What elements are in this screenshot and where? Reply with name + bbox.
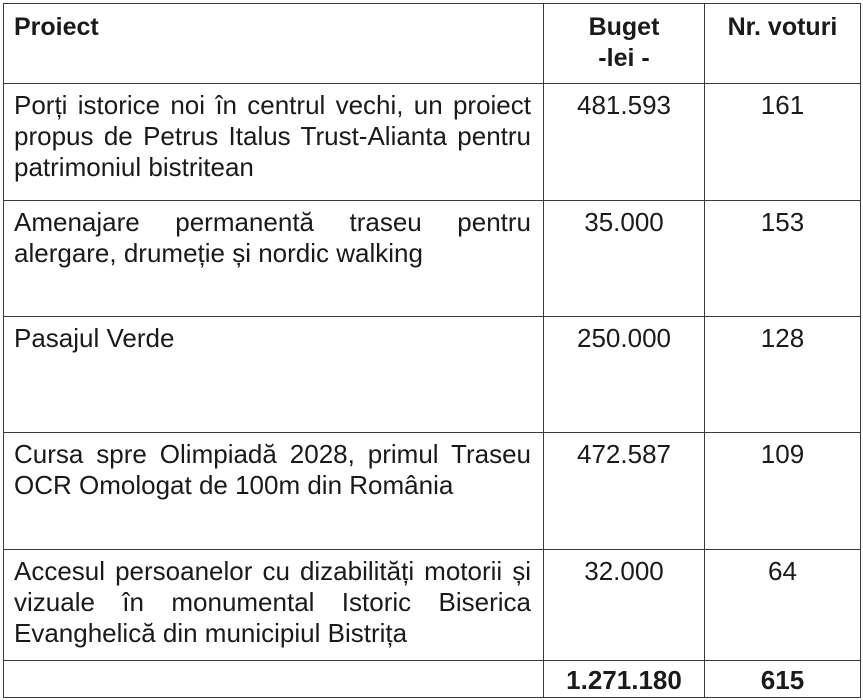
total-label-cell (4, 661, 544, 698)
table-row (4, 433, 861, 550)
total-budget: 1.271.180 (544, 661, 705, 698)
project-budget: 472.587 (544, 433, 705, 550)
table-row (4, 201, 861, 317)
project-votes: 64 (705, 550, 861, 661)
project-budget: 32.000 (544, 550, 705, 661)
header-project: Proiect (4, 4, 544, 84)
table-header-row (4, 4, 861, 84)
table-row (4, 317, 861, 433)
header-budget-line2: -lei - (598, 44, 650, 72)
total-row (4, 661, 861, 698)
header-budget (544, 4, 705, 84)
project-name: Pasajul Verde (4, 317, 544, 433)
project-budget: 250.000 (544, 317, 705, 433)
project-name: Cursa spre Olimpiadă 2028, primul Traseu OCR Omologat de 100m din România (4, 433, 544, 550)
table-row (4, 84, 861, 201)
project-votes: 153 (705, 201, 861, 317)
project-name: Porți istorice noi în centrul vechi, un proiect propus de Petrus Italus Trust-Alianta pentru patrimoniul bistritean (4, 84, 544, 201)
project-votes: 161 (705, 84, 861, 201)
project-name: Accesul persoanelor cu dizabilități motorii și vizuale în monumental Istoric Biserica Evanghelică din municipiul Bistrița (4, 550, 544, 661)
table-row (4, 550, 861, 661)
total-votes: 615 (705, 661, 861, 698)
header-votes: Nr. voturi (705, 4, 861, 84)
project-name: Amenajare permanentă traseu pentru alergare, drumeție și nordic walking (4, 201, 544, 317)
project-votes: 109 (705, 433, 861, 550)
project-budget: 35.000 (544, 201, 705, 317)
header-budget-line1: Buget (588, 13, 660, 41)
project-budget: 481.593 (544, 84, 705, 201)
projects-table (3, 3, 861, 698)
project-votes: 128 (705, 317, 861, 433)
